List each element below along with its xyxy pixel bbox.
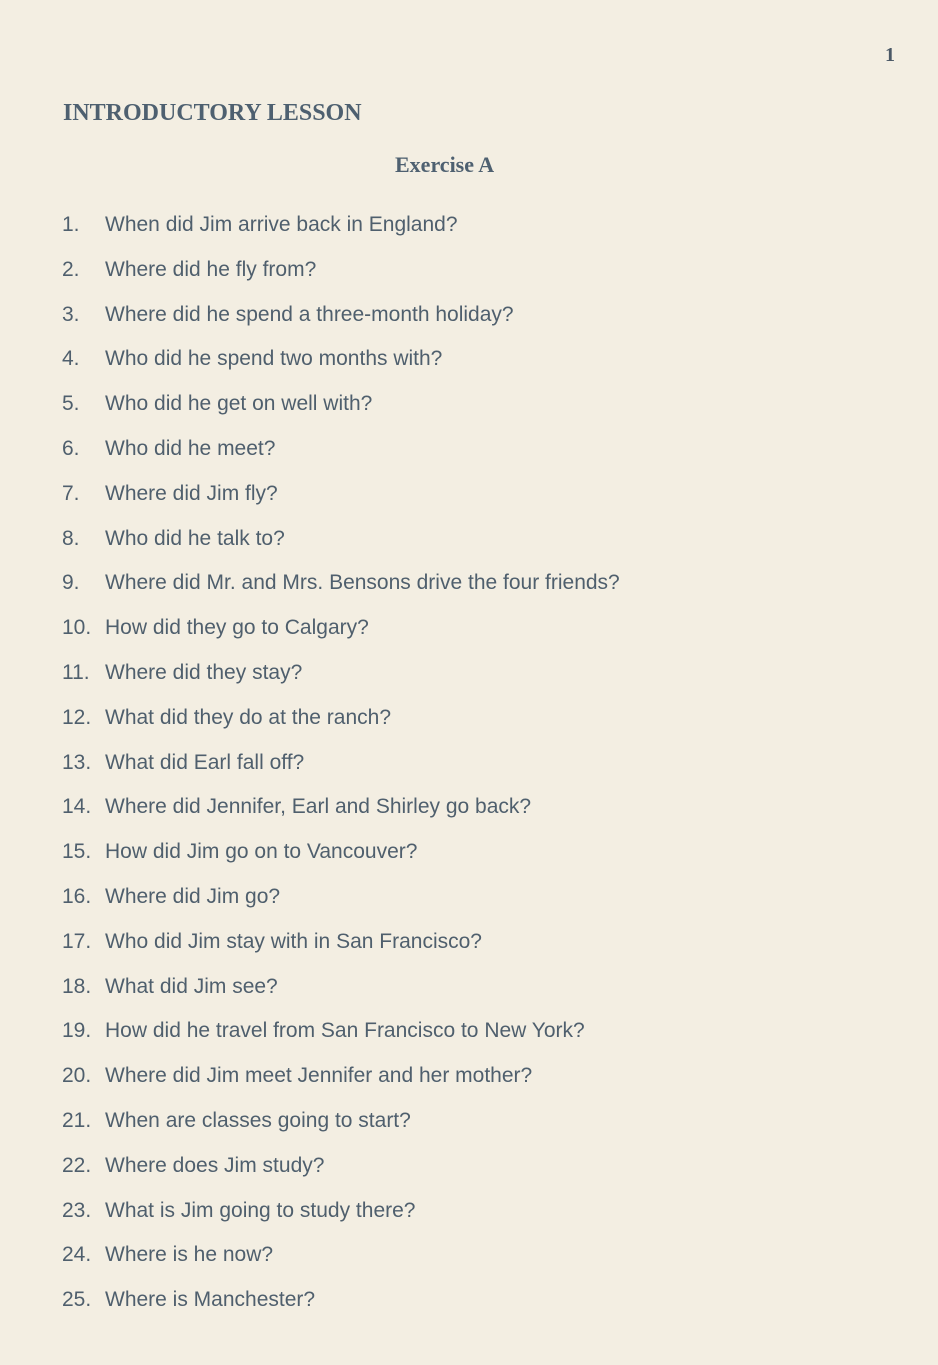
question-number: 19. (62, 1019, 92, 1043)
lesson-title: INTRODUCTORY LESSON (63, 100, 362, 126)
question-item (62, 1283, 620, 1328)
question-text: Who did he spend two months with? (105, 347, 443, 371)
question-text: Who did he get on well with? (105, 392, 373, 416)
question-number: 15. (62, 840, 92, 864)
question-number: 3. (62, 302, 80, 326)
question-number: 4. (62, 347, 80, 371)
question-item (62, 253, 620, 298)
question-text: Where did Jennifer, Earl and Shirley go back? (105, 795, 532, 819)
question-text: Where is he now? (105, 1243, 274, 1267)
question-item (62, 1149, 620, 1194)
question-item (62, 1238, 620, 1283)
question-number: 1. (62, 213, 80, 236)
question-text: What did they do at the ranch? (105, 705, 392, 729)
question-number: 11. (62, 660, 90, 684)
question-item (62, 970, 620, 1015)
question-item (62, 835, 620, 880)
question-text: When are classes going to start? (105, 1108, 411, 1132)
question-text: Who did he talk to? (105, 526, 285, 550)
question-text: How did Jim go on to Vancouver? (105, 840, 418, 864)
question-number: 20. (62, 1064, 92, 1088)
question-item (62, 1014, 620, 1059)
question-number: 8. (62, 526, 80, 550)
question-text: Where did he spend a three-month holiday? (105, 302, 514, 326)
question-number: 5. (62, 392, 80, 416)
question-text: Who did he meet? (105, 436, 276, 460)
question-number: 17. (62, 929, 92, 953)
question-text: Where is Manchester? (105, 1288, 316, 1312)
question-number: 23. (62, 1198, 92, 1222)
question-text: Where did he fly from? (105, 257, 317, 281)
question-number: 21. (62, 1108, 92, 1132)
question-item (62, 342, 620, 387)
question-text: What did Jim see? (105, 974, 278, 998)
question-item (62, 477, 620, 522)
question-item (62, 208, 620, 253)
question-text: What is Jim going to study there? (105, 1198, 416, 1222)
question-number: 18. (62, 974, 92, 998)
question-number: 12. (62, 705, 92, 729)
question-text: When did Jim arrive back in England? (105, 213, 458, 236)
question-text: Where did Mr. and Mrs. Bensons drive the four friends? (105, 571, 620, 595)
question-text: Who did Jim stay with in San Francisco? (105, 929, 482, 953)
question-number: 2. (62, 257, 80, 281)
question-text: Where does Jim study? (105, 1153, 325, 1177)
question-item (62, 925, 620, 970)
question-item (62, 1104, 620, 1149)
question-number: 14. (62, 795, 92, 819)
question-text: Where did Jim go? (105, 884, 281, 908)
question-number: 24. (62, 1243, 92, 1267)
question-number: 10. (62, 616, 92, 640)
question-number: 7. (62, 481, 80, 505)
question-item (62, 566, 620, 611)
question-item (62, 298, 620, 343)
question-text: What did Earl fall off? (105, 750, 305, 774)
question-number: 22. (62, 1153, 92, 1177)
page-number: 1 (885, 44, 895, 66)
question-text: Where did they stay? (105, 660, 303, 684)
question-text: Where did Jim meet Jennifer and her mother? (105, 1064, 533, 1088)
question-item (62, 522, 620, 567)
question-item (62, 1059, 620, 1104)
question-item (62, 880, 620, 925)
question-item (62, 432, 620, 477)
question-item (62, 611, 620, 656)
question-text: How did they go to Calgary? (105, 616, 369, 640)
question-number: 16. (62, 884, 92, 908)
question-item (62, 746, 620, 791)
exercise-title: Exercise A (395, 152, 495, 177)
question-list (62, 208, 620, 1328)
question-number: 25. (62, 1288, 92, 1312)
question-number: 9. (62, 571, 80, 595)
question-item (62, 1194, 620, 1239)
question-text: How did he travel from San Francisco to New York? (105, 1019, 585, 1043)
question-number: 13. (62, 750, 92, 774)
question-item (62, 656, 620, 701)
question-item (62, 701, 620, 746)
question-item (62, 790, 620, 835)
question-number: 6. (62, 436, 80, 460)
question-item (62, 387, 620, 432)
question-text: Where did Jim fly? (105, 481, 278, 505)
